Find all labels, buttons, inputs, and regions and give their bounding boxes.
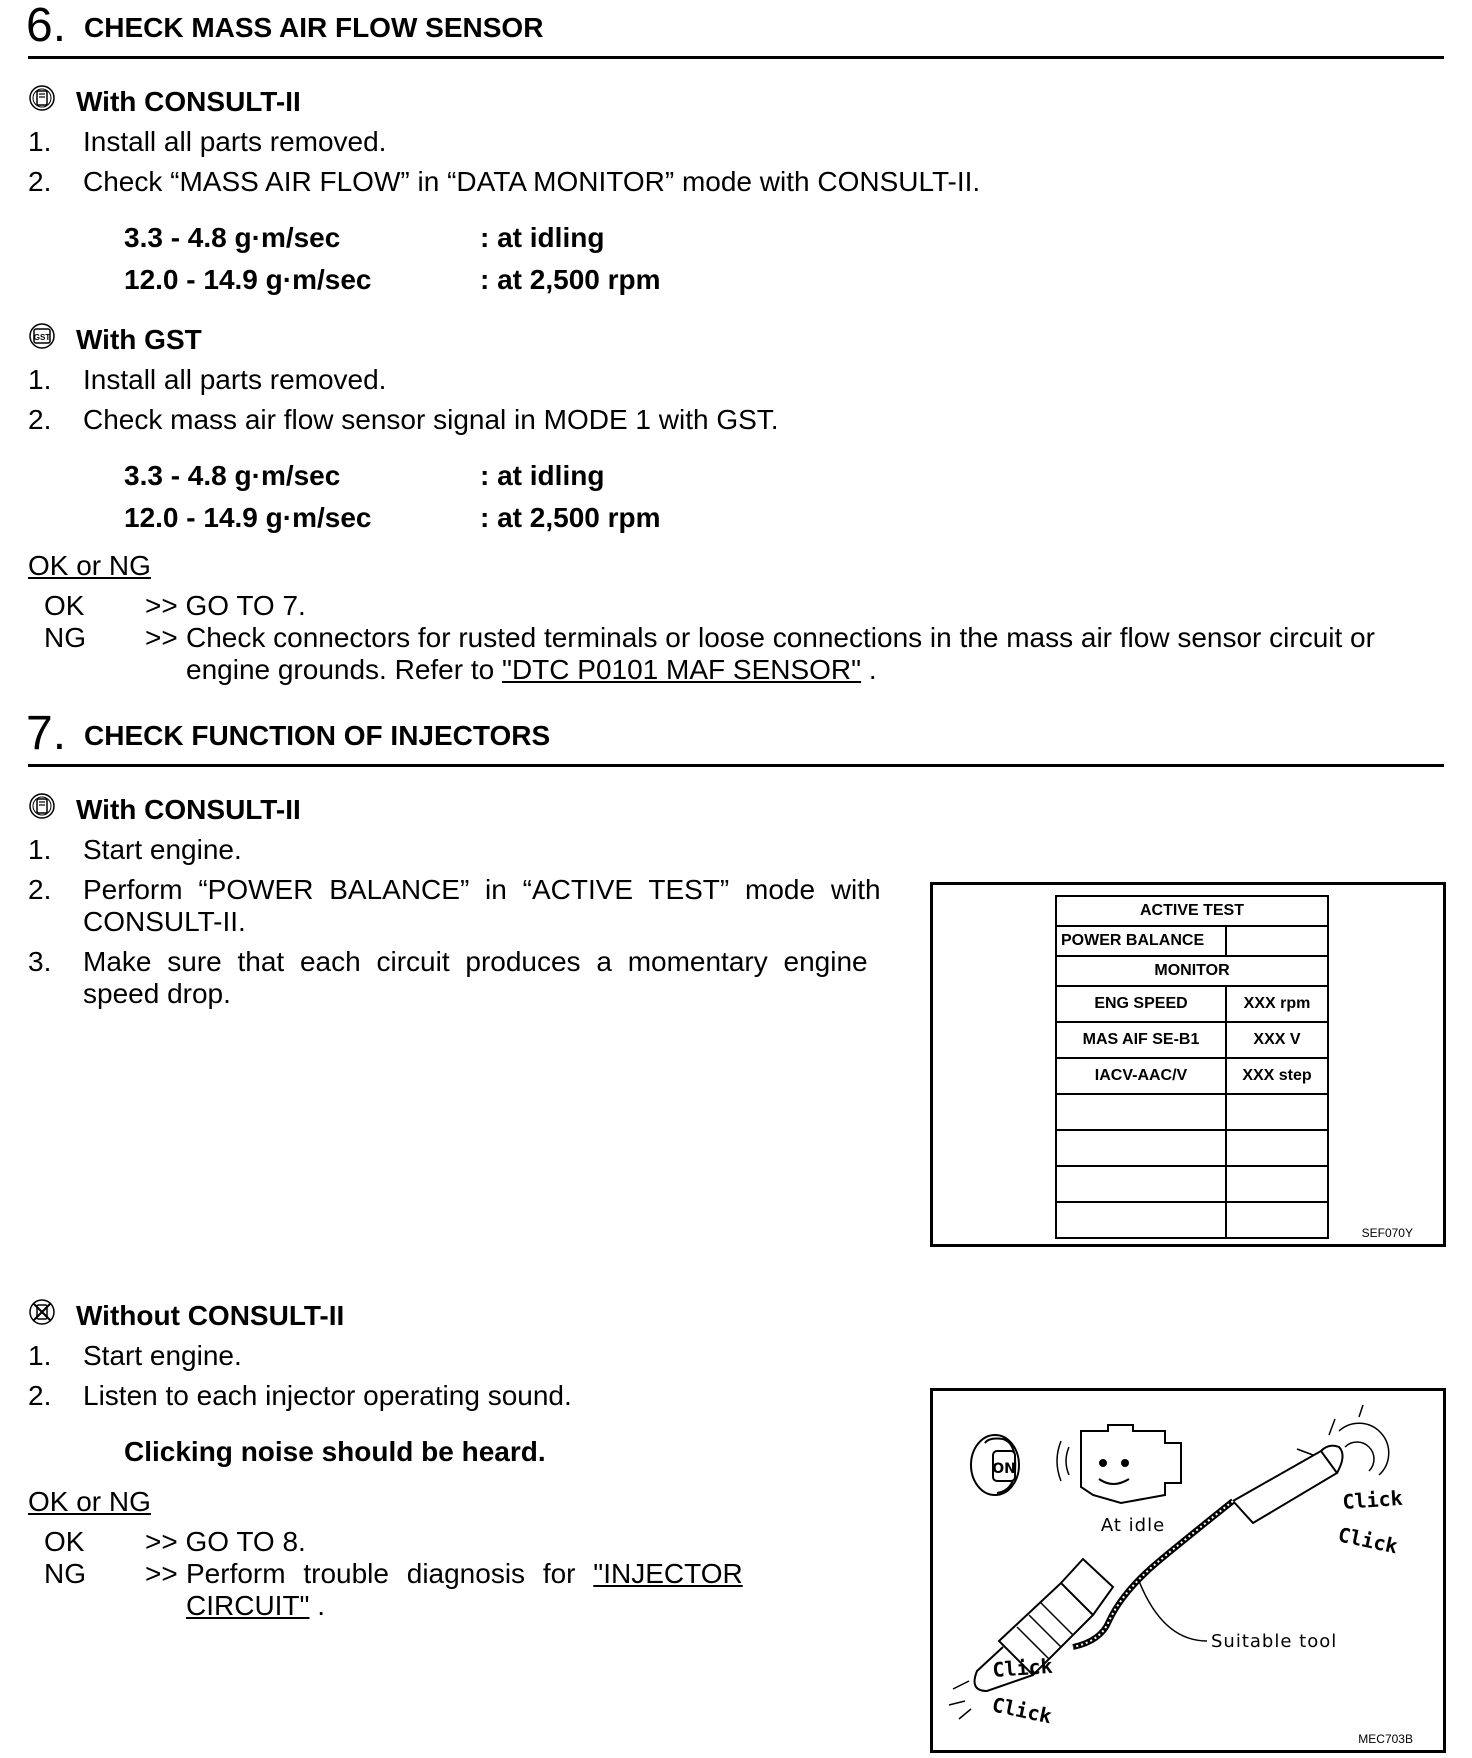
section-7-without-heading: Without CONSULT-II (76, 1300, 345, 1331)
s6-result-heading: OK or NG (28, 550, 151, 581)
s6-ok-label: OK (44, 590, 85, 621)
s6-consult-spec-1-condition: : at idling (480, 222, 605, 253)
svg-text:GST: GST (33, 333, 51, 342)
power-balance-label: POWER BALANCE (1056, 926, 1226, 956)
s6-consult-step-1-num: 1. (28, 126, 52, 157)
s6-gst-step-2-text: Check mass air flow sensor signal in MODE 1 with GST. (83, 404, 779, 435)
active-test-title: ACTIVE TEST (1056, 896, 1328, 926)
section-7-title: CHECK FUNCTION OF INJECTORS (84, 720, 551, 751)
s7-ok-text: >> GO TO 8. (145, 1526, 306, 1557)
s7-ng-link-2[interactable]: CIRCUIT" (186, 1590, 310, 1621)
s6-consult-step-2-num: 2. (28, 166, 52, 197)
s7-ng-label: NG (44, 1558, 86, 1589)
s7-consult-step-3-line-2: speed drop. (83, 978, 231, 1009)
s7-consult-step-2-line-1: Perform “POWER BALANCE” in “ACTIVE TEST” mode with (83, 874, 881, 905)
s6-ng-label: NG (44, 622, 86, 653)
s6-gst-spec-2-value: 12.0 - 14.9 g·m/sec (124, 502, 372, 533)
s6-ok-text: >> GO TO 7. (145, 590, 306, 621)
active-test-table (1055, 895, 1329, 1239)
s7-consult-step-2-line-2: CONSULT-II. (83, 906, 246, 937)
s7-consult-step-3-num: 3. (28, 946, 52, 977)
s7-ng-text: Perform trouble diagnosis for (186, 1558, 576, 1589)
s6-gst-spec-2-condition: : at 2,500 rpm (480, 502, 661, 533)
empty-cell (1056, 1094, 1226, 1130)
at-idle-label: At idle (1100, 1515, 1166, 1536)
s7-ok-label: OK (44, 1526, 85, 1557)
empty-cell (1226, 1130, 1328, 1166)
without-consult-icon (28, 1298, 56, 1326)
empty-cell (1226, 1202, 1328, 1238)
s6-ng-text-2: engine grounds. Refer to (186, 654, 495, 685)
empty-cell (1056, 1166, 1226, 1202)
s7-consult-step-1-text: Start engine. (83, 834, 242, 865)
s7-without-step-1-text: Start engine. (83, 1340, 242, 1371)
gst-icon (28, 322, 56, 350)
section-7-consult-heading: With CONSULT-II (76, 794, 301, 825)
consult-icon (28, 792, 56, 820)
section-6-title: CHECK MASS AIR FLOW SENSOR (84, 12, 544, 43)
active-test-code: SEF070Y (1361, 1226, 1413, 1240)
injector-illustration (933, 1391, 1443, 1750)
s7-without-step-1-num: 1. (28, 1340, 52, 1371)
click-label: Click (1335, 1522, 1400, 1559)
s7-ng-prefix: >> (145, 1558, 178, 1589)
monitor-value: XXX V (1226, 1022, 1328, 1058)
s6-consult-spec-1-value: 3.3 - 4.8 g·m/sec (124, 222, 341, 253)
consult-icon (28, 84, 56, 112)
monitor-item: IACV-AAC/V (1056, 1058, 1226, 1094)
power-balance-value (1226, 926, 1328, 956)
s7-consult-step-3-line-1: Make sure that each circuit produces a momentary engine (83, 946, 868, 977)
active-test-figure (930, 882, 1446, 1247)
injector-figure (930, 1388, 1446, 1753)
key-on-label: ON (992, 1461, 1016, 1477)
s7-consult-step-1-num: 1. (28, 834, 52, 865)
s6-consult-step-2-text: Check “MASS AIR FLOW” in “DATA MONITOR” mode with CONSULT-II. (83, 166, 981, 197)
s7-without-step-2-num: 2. (28, 1380, 52, 1411)
s6-ng-text-1: Check connectors for rusted terminals or loose connections in the mass air flow sensor circuit or (186, 622, 1375, 653)
click-label: Click (991, 1653, 1054, 1682)
empty-cell (1226, 1094, 1328, 1130)
s6-gst-step-2-num: 2. (28, 404, 52, 435)
empty-cell (1056, 1130, 1226, 1166)
s7-ng-line-1 (186, 1558, 743, 1590)
section-6-consult-heading: With CONSULT-II (76, 86, 301, 117)
s7-ng-line-2 (186, 1590, 325, 1622)
s6-ng-end: . (868, 654, 877, 685)
s6-ng-link[interactable]: "DTC P0101 MAF SENSOR" (502, 654, 862, 685)
empty-cell (1056, 1202, 1226, 1238)
s6-consult-spec-2-condition: : at 2,500 rpm (480, 264, 661, 295)
section-7-rule (28, 764, 1444, 767)
s7-ng-link-1[interactable]: "INJECTOR (593, 1558, 743, 1589)
click-label: Click (1341, 1485, 1404, 1514)
section-7-number: 7. (26, 707, 67, 760)
click-label: Click (989, 1692, 1054, 1729)
s6-gst-spec-1-condition: : at idling (480, 460, 605, 491)
monitor-label: MONITOR (1056, 956, 1328, 986)
monitor-value: XXX step (1226, 1058, 1328, 1094)
s6-gst-step-1-text: Install all parts removed. (83, 364, 387, 395)
s7-consult-step-2-num: 2. (28, 874, 52, 905)
s6-ng-prefix: >> (145, 622, 178, 653)
engine-icon (1057, 1425, 1181, 1503)
section-6-rule (28, 56, 1444, 59)
s7-result-heading: OK or NG (28, 1486, 151, 1517)
monitor-item: ENG SPEED (1056, 986, 1226, 1022)
monitor-value: XXX rpm (1226, 986, 1328, 1022)
s6-ng-line-2 (186, 654, 877, 686)
s6-consult-spec-2-value: 12.0 - 14.9 g·m/sec (124, 264, 372, 295)
tool-leader-line (1139, 1581, 1207, 1641)
tool-label: Suitable tool (1211, 1631, 1338, 1652)
section-6-number: 6. (26, 0, 67, 52)
section-6-gst-heading: With GST (76, 324, 202, 355)
injector-code: MEC703B (1358, 1732, 1413, 1746)
s6-gst-spec-1-value: 3.3 - 4.8 g·m/sec (124, 460, 341, 491)
s7-ng-end: . (317, 1590, 326, 1621)
s7-without-note: Clicking noise should be heard. (124, 1436, 546, 1467)
s7-without-step-2-text: Listen to each injector operating sound. (83, 1380, 572, 1411)
s6-consult-step-1-text: Install all parts removed. (83, 126, 387, 157)
empty-cell (1226, 1166, 1328, 1202)
monitor-item: MAS AIF SE-B1 (1056, 1022, 1226, 1058)
ignition-key-icon (971, 1435, 1019, 1495)
s6-gst-step-1-num: 1. (28, 364, 52, 395)
